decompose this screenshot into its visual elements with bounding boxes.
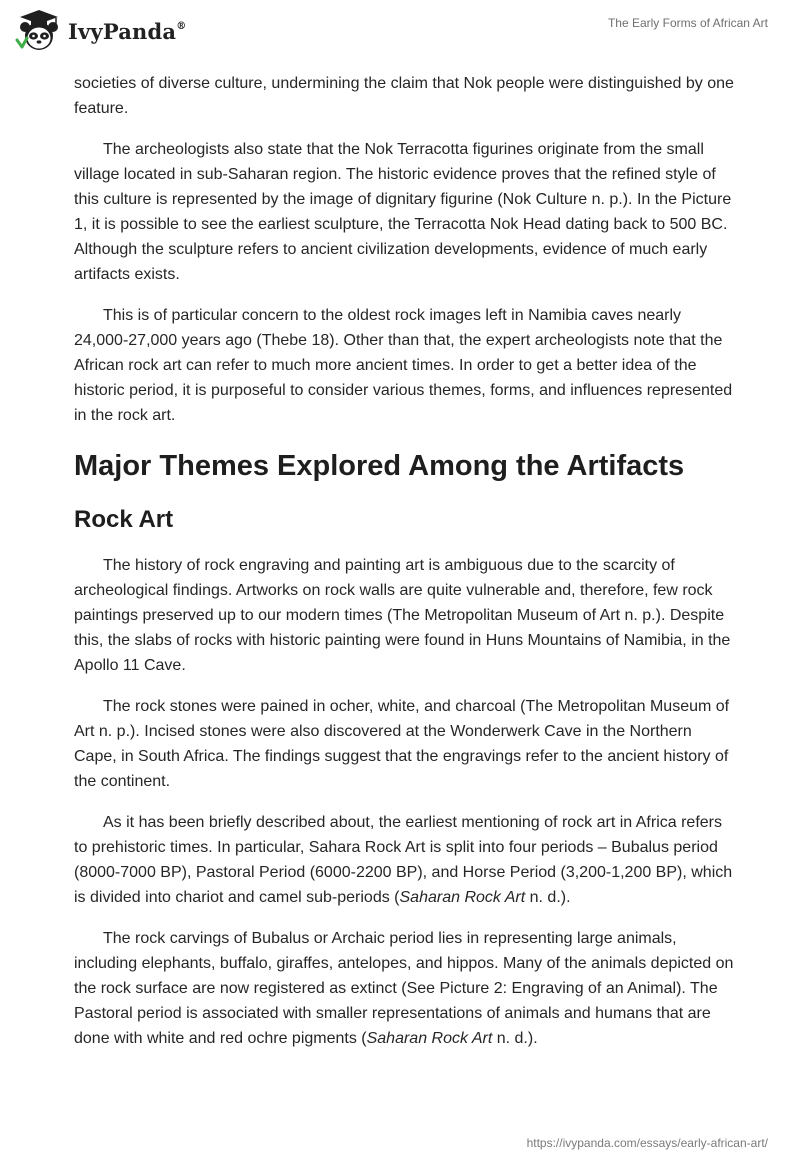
page-header	[0, 0, 800, 64]
subsection-heading: Rock Art	[74, 506, 174, 533]
paragraph: This is of particular concern to the oldest rock images left in Namibia caves nearly 24,000-27,000 years ago (Thebe 18). Other than that, the expert archeologists note that the African rock art can refer to much more ancient times. In order to get a better idea of the historic period, it is purposeful to consider various themes, forms, and influences represented in the rock art.	[74, 307, 733, 424]
paragraph: The archeologists also state that the Nok Terracotta figurines originate from the small village located in sub-Saharan region. The historic evidence proves that the refined style of this culture is represented by the image of dignitary figurine (Nok Culture n. p.). In the Picture 1, it is possible to see the earliest sculpture, the Terracotta Nok Head dating back to 500 BC. Although the sculpture refers to ancient civilization developments, evidence of much early artifacts exists.	[74, 141, 732, 283]
paragraph: The history of rock engraving and painting art is ambiguous due to the scarcity of archeological findings. Artworks on rock walls are quite vulnerable and, therefore, few rock paintings preserved up to our modern times (The Metropolitan Museum of Art n. p.). Despite this, the slabs of rocks with historic painting were found in Huns Mountains of Namibia, in the Apollo 11 Cave.	[74, 557, 731, 674]
paragraph: The rock stones were pained in ocher, white, and charcoal (The Metropolitan Museum of Art n. p.). Incised stones were also discovered at the Wonderwerk Cave in the Northern Cape, in South Africa. The findings suggest that the engravings refer to the ancient history of the continent.	[74, 698, 730, 790]
paragraph	[74, 810, 734, 910]
citation-tail: n. d.).	[492, 1030, 538, 1047]
panda-graduate-icon	[14, 8, 64, 54]
citation-italic: Saharan Rock Art	[399, 889, 526, 906]
citation-tail: n. d.).	[525, 889, 571, 906]
logo-text: IvyPanda	[68, 18, 177, 44]
registered-mark: ®	[176, 20, 187, 32]
section-heading: Major Themes Explored Among the Artifacts	[74, 450, 685, 482]
paragraph	[74, 926, 734, 1051]
paragraph-text: As it has been briefly described about, the earliest mentioning of rock art in Africa refers to prehistoric times. In particular, Sahara Rock Art is split into four periods – Bubalus period (8000-7000 BP), Pastoral Period (6000-2200 BP), and Horse Period (3,200-1,200 BP), which is divided into chariot and camel sub-periods (	[74, 814, 733, 906]
ivypanda-logo[interactable]	[14, 8, 186, 54]
citation-italic: Saharan Rock Art	[366, 1030, 493, 1047]
document-title: The Early Forms of African Art	[607, 16, 768, 30]
essay-content	[74, 71, 734, 1051]
paragraph-continued: societies of diverse culture, undermining the claim that Nok people were distinguished by one feature.	[74, 75, 734, 117]
source-url[interactable]: https://ivypanda.com/essays/early-african-art/	[526, 1136, 768, 1150]
logo-wordmark	[68, 19, 186, 44]
paragraph-text: The rock carvings of Bubalus or Archaic period lies in representing large animals, including elephants, buffalo, giraffes, antelopes, and hippos. Many of the animals depicted on the rock surface are now registered as extinct (See Picture 2: Engraving of an Animal). The Pastoral period is associated with smaller representations of animals and humans that are done with white and red ochre pigments (	[74, 930, 734, 1047]
